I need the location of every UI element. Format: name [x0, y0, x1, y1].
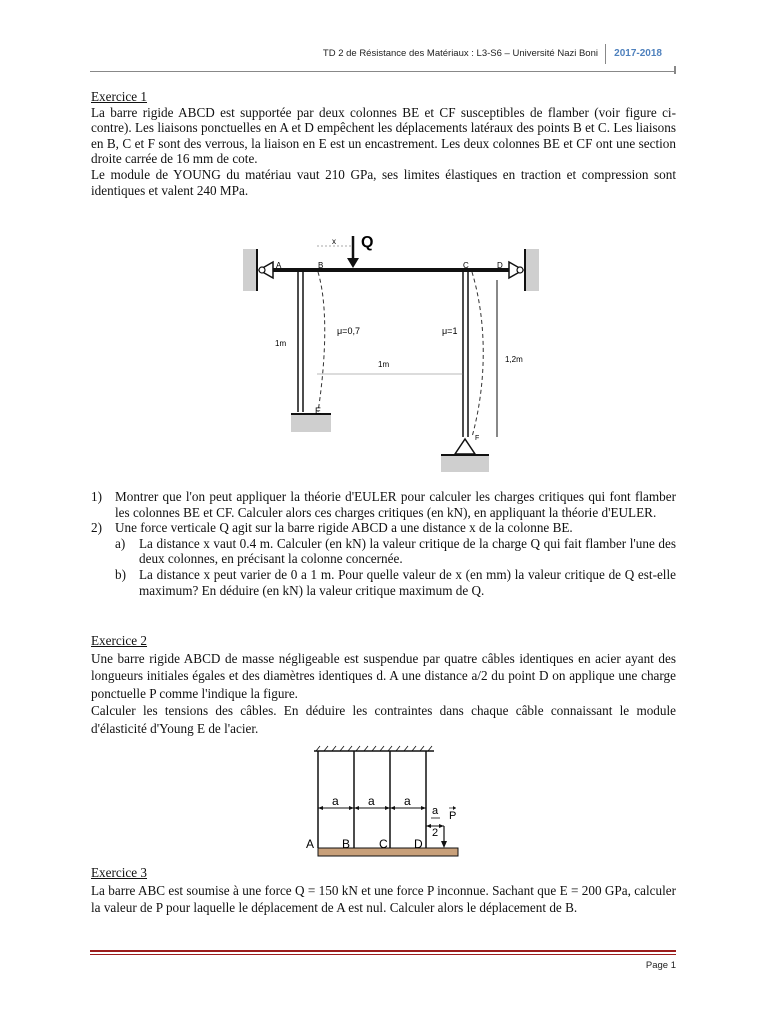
- right-wall: [525, 249, 539, 291]
- question-2-sublist: [115, 536, 676, 598]
- rigid-bar-ABCD: [318, 848, 458, 856]
- question-1-text: Montrer que l'on peut appliquer la théorie d'EULER pour calculer les charges critiques qui font flamber les colonnes BE et CF. Calculer alors ces charges critiques (en kN), en appliquant la théorie d'EULER.: [115, 489, 676, 520]
- page-header: [90, 42, 676, 72]
- label-B: B: [342, 837, 351, 851]
- pin-support-F: [455, 439, 475, 454]
- label-a-3: a: [404, 794, 411, 808]
- exercise-1-intro: [91, 89, 676, 198]
- label-A: A: [276, 261, 282, 270]
- label-E: E: [315, 406, 322, 416]
- exercise-3-title: Exercice 3: [91, 865, 148, 880]
- footer-rule-thin: [90, 954, 676, 955]
- exercise-1-paragraph-1: La barre rigide ABCD est supportée par deux colonnes BE et CF susceptibles de flamber (voir figure ci-contre). Les liaisons ponctuelles en A et D empêchent les déplacements latéraux des points B et C. Les liaisons en B, C et F sont des verrous, la liaison en E est un encastrement. Les deux colonnes BE et CF ont une section droite carrée de 16 mm de cote.: [91, 104, 676, 167]
- question-list: [91, 489, 676, 598]
- exercise-2-figure: [298, 744, 464, 862]
- exercise-1-figure: [235, 232, 555, 477]
- buckling-shape-BE: [318, 272, 325, 412]
- exercise-2-paragraph-1: Une barre rigide ABCD de masse négligeable est suspendue par quatre câbles identiques en acier ayant des longueurs initiales égales et des diamètres identiques d. A une distance a/2 du point D on applique une charge ponctuelle P comme l'indique la figure.: [91, 650, 676, 701]
- label-D: D: [497, 261, 503, 270]
- header-title: TD 2 de Résistance des Matériaux : L3-S6 – Université Nazi Boni: [322, 48, 598, 59]
- exercise-2-title: Exercice 2: [91, 633, 148, 648]
- label-a-half-den: 2: [432, 827, 439, 839]
- ground-E: [291, 415, 331, 432]
- question-2-number: 2): [91, 520, 102, 536]
- footer-rule-thick: [90, 950, 676, 952]
- header-separator: [605, 44, 606, 64]
- label-1m-mid: 1m: [378, 360, 390, 369]
- header-rule: [90, 71, 676, 72]
- question-2a: [115, 535, 676, 567]
- ground-F: [441, 456, 489, 472]
- page-number: Page 1: [645, 960, 676, 971]
- exercise-3-text: [91, 864, 676, 917]
- label-Q: Q: [361, 234, 374, 251]
- label-C: C: [379, 837, 388, 851]
- exercise-1-title: Exercice 1: [91, 89, 148, 104]
- label-a-1: a: [332, 794, 339, 808]
- question-1: [91, 489, 676, 520]
- label-C: C: [463, 261, 469, 270]
- label-P: P: [449, 810, 457, 822]
- label-a-2: a: [368, 794, 375, 808]
- question-2: [91, 520, 676, 598]
- question-2-text: Une force verticale Q agit sur la barre rigide ABCD a une distance x de la colonne BE.: [115, 520, 573, 536]
- left-wall: [243, 249, 257, 291]
- header-corner: [674, 66, 676, 74]
- exercise-3-paragraph-1: La barre ABC est soumise à une force Q = 150 kN et une force P inconnue. Sachant que E = 200 GPa, calculer la valeur de P pour laquelle le déplacement de A est nul. Calculer alors le déplacement de B.: [91, 882, 676, 916]
- label-A: A: [306, 837, 315, 851]
- exercise-1-questions: [91, 489, 676, 598]
- question-2b-number: b): [115, 566, 126, 582]
- exercise-2-paragraph-2: Calculer les tensions des câbles. En déduire les contraintes dans chaque câble connaissant le module d'élasticité d'Young E de l'acier.: [91, 703, 676, 736]
- exercise-2-text: [91, 632, 676, 738]
- buckling-shape-CF: [472, 272, 483, 437]
- question-2b: [115, 566, 676, 598]
- label-D: D: [414, 837, 423, 851]
- label-a-half-num: a: [432, 805, 439, 817]
- label-1-2m-right: 1,2m: [505, 355, 523, 364]
- label-x: x: [332, 237, 336, 246]
- label-mu-BE: μ=0,7: [337, 326, 360, 336]
- exercise-1-paragraph-2: Le module de YOUNG du matériau vaut 210 GPa, ses limites élastiques en traction et compression sont identiques et valent 240 MPa.: [91, 166, 676, 198]
- question-1-number: 1): [91, 489, 102, 504]
- label-F: F: [475, 435, 480, 442]
- question-2a-text: La distance x vaut 0.4 m. Calculer (en kN) la valeur critique de la charge Q qui fait flamber l'une des deux colonnes, en précisant la colonne concernée.: [139, 535, 676, 567]
- label-mu-CF: μ=1: [442, 326, 458, 336]
- header-year: 2017-2018: [614, 48, 662, 59]
- question-2a-number: a): [115, 535, 126, 551]
- label-1m-left: 1m: [275, 339, 287, 348]
- label-B: B: [318, 261, 324, 270]
- question-2b-text: La distance x peut varier de 0 a 1 m. Pour quelle valeur de x (en mm) la valeur critique de Q est-elle maximum? En déduire (en kN) la valeur critique maximum de Q.: [139, 566, 676, 598]
